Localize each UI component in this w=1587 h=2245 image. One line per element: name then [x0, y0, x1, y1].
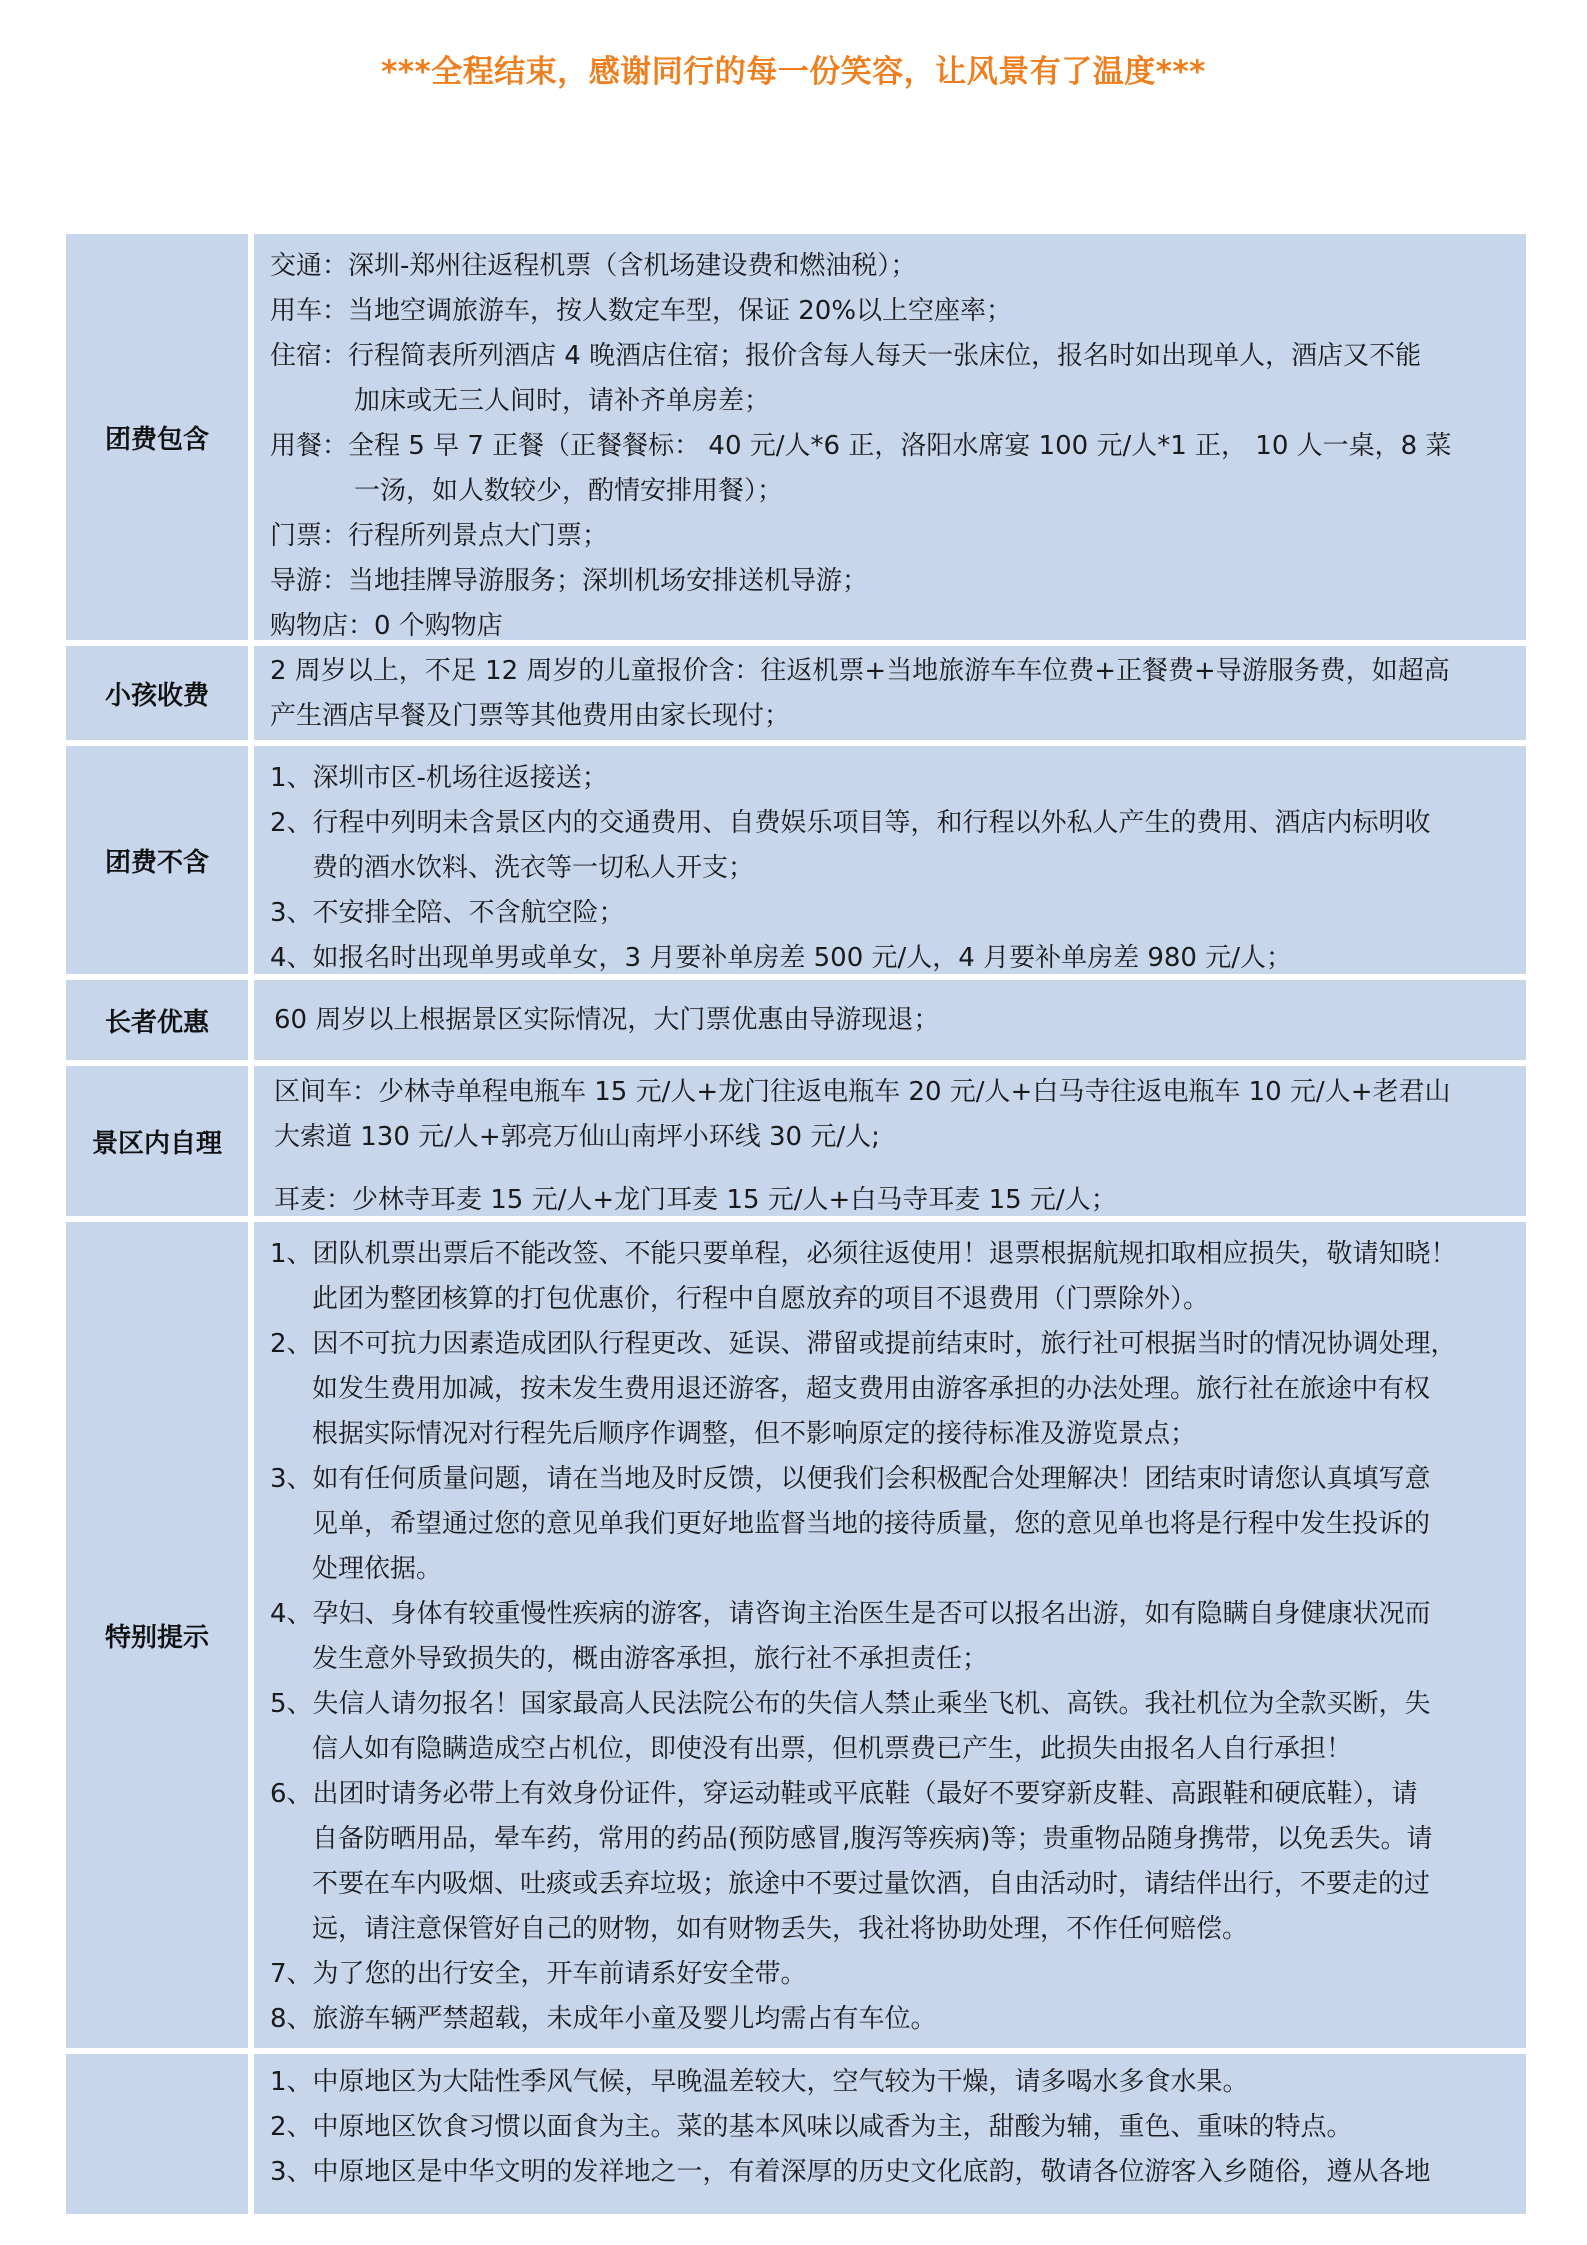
itinerary-terms-table — [66, 232, 1526, 2214]
section-content — [254, 234, 1526, 640]
content-line: 60 周岁以上根据景区实际情况，大门票优惠由导游现退； — [274, 1004, 940, 1035]
content-line: 区间车：少林寺单程电瓶车 15 元/人+龙门往返电瓶车 20 元/人+白马寺往返电瓶车 10 元/人+老君山 — [274, 1077, 1451, 1107]
list-item: 7、为了您的出行安全，开车前请系好安全带。 — [270, 1959, 807, 1989]
content-line: 产生酒店早餐及门票等其他费用由家长现付； — [270, 701, 791, 731]
list-item: 3、中原地区是中华文明的发祥地之一，有着深厚的历史文化底韵，敬请各位游客入乡随俗，遵从各地 — [270, 2157, 1431, 2187]
section-label: 团费包含 — [66, 234, 248, 640]
section-special-notes — [66, 1222, 1526, 2048]
list-item: 3、不安排全陪、不含航空险； — [270, 898, 625, 928]
list-item: 8、旅游车辆严禁超载，未成年小童及婴儿均需占有车位。 — [270, 2004, 937, 2034]
section-label: 团费不含 — [66, 746, 248, 974]
section-senior-discount — [66, 980, 1526, 1060]
section-label: 景区内自理 — [66, 1066, 248, 1216]
content-line: 耳麦：少林寺耳麦 15 元/人+龙门耳麦 15 元/人+白马寺耳麦 15 元/人； — [274, 1185, 1117, 1215]
list-item: 5、失信人请勿报名！国家最高人民法院公布的失信人禁止乘坐飞机、高铁。我社机位为全款买断，失 信人如有隐瞒造成空占机位，即使没有出票，但机票费已产生，此损失由报名人自行承担！ — [270, 1689, 1431, 1764]
list-item: 2、中原地区饮食习惯以面食为主。菜的基本风味以咸香为主，甜酸为辅，重色、重味的特点。 — [270, 2112, 1353, 2142]
section-fee-excludes — [66, 746, 1526, 974]
line-tickets: 门票：行程所列景点大门票； — [270, 521, 609, 551]
list-item: 6、出团时请务必带上有效身份证件，穿运动鞋或平底鞋（最好不要穿新皮鞋、高跟鞋和硬底鞋），请 自备防晒用品，晕车药，常用的药品(预防感冒,腹泻等疾病)等；贵重物品随身携带，以免丢失。请 不要在车内吸烟、吐痰或丢弃垃圾；旅途中不要过量饮酒，自由活动时，请结伴出行，不要走的过 远，请注意保管好自己的财物，如有财物丢失，我社将协助处理，不作任何赔偿。 — [270, 1779, 1433, 1944]
list-item: 1、中原地区为大陆性季风气候，早晚温差较大，空气较为干燥，请多喝水多食水果。 — [270, 2067, 1249, 2097]
section-label: 特别提示 — [66, 1222, 248, 2048]
section-child-fee — [66, 646, 1526, 740]
section-fee-includes — [66, 234, 1526, 640]
line-vehicle: 用车：当地空调旅游车，按人数定车型，保证 20%以上空座率； — [270, 296, 1013, 326]
line-meals: 用餐：全程 5 早 7 正餐（正餐餐标： 40 元/人*6 正，洛阳水席宴 100 元/人*1 正， 10 人一桌，8 菜 一汤，如人数较少，酌情安排用餐）； — [270, 431, 1452, 506]
list-item: 2、行程中列明未含景区内的交通费用、自费娱乐项目等，和行程以外私人产生的费用、酒店内标明收 费的酒水饮料、洗衣等一切私人开支； — [270, 808, 1431, 883]
list-item: 2、因不可抗力因素造成团队行程更改、延误、滞留或提前结束时，旅行社可根据当时的情况协调处理， 如发生费用加减，按未发生费用退还游客，超支费用由游客承担的办法处理。旅行社在旅途中有权 根据实际情况对行程先后顺序作调整，但不影响原定的接待标准及游览景点； — [270, 1329, 1457, 1449]
line-lodging: 住宿：行程简表所列酒店 4 晚酒店住宿；报价含每人每天一张床位，报名时如出现单人，酒店又不能 加床或无三人间时，请补齐单房差； — [270, 341, 1422, 416]
section-content — [254, 1066, 1526, 1216]
content-line: 大索道 130 元/人+郭亮万仙山南坪小环线 30 元/人; — [274, 1122, 880, 1152]
line-shopping: 购物店：0 个购物店 — [270, 611, 503, 640]
section-label — [66, 2054, 248, 2214]
section-travel-tips — [66, 2054, 1526, 2214]
list-item: 4、孕妇、身体有较重慢性疾病的游客，请咨询主治医生是否可以报名出游，如有隐瞒自身健康状况而 发生意外导致损失的，概由游客承担，旅行社不承担责任； — [270, 1599, 1431, 1674]
list-item: 4、如报名时出现单男或单女，3 月要补单房差 500 元/人，4 月要补单房差 980 元/人； — [270, 943, 1292, 973]
list-item: 3、如有任何质量问题，请在当地及时反馈，以便我们会积极配合处理解决！团结束时请您认真填写意 见单，希望通过您的意见单我们更好地监督当地的接待质量，您的意见单也将是行程中发生投诉的 处理依据。 — [270, 1464, 1431, 1584]
section-label: 小孩收费 — [66, 646, 248, 740]
content-line: 2 周岁以上，不足 12 周岁的儿童报价含：往返机票+当地旅游车车位费+正餐费+导游服务费，如超高 — [270, 656, 1450, 686]
spacer — [274, 1160, 1512, 1178]
section-content — [254, 2054, 1526, 2214]
closing-banner: ***全程结束，感谢同行的每一份笑容，让风景有了温度*** — [381, 54, 1206, 90]
section-content — [254, 646, 1526, 740]
list-item: 1、团队机票出票后不能改签、不能只要单程，必须往返使用！退票根据航规扣取相应损失，敬请知晓！ 此团为整团核算的打包优惠价，行程中自愿放弃的项目不退费用（门票除外）。 — [270, 1239, 1457, 1314]
section-content — [254, 746, 1526, 974]
section-content — [254, 1222, 1526, 2048]
line-guide: 导游：当地挂牌导游服务；深圳机场安排送机导游； — [270, 566, 869, 596]
section-self-paid-in-scenic — [66, 1066, 1526, 1216]
list-item: 1、深圳市区-机场往返接送； — [270, 763, 608, 793]
section-content — [254, 980, 1526, 1060]
section-label: 长者优惠 — [66, 980, 248, 1060]
line-transport: 交通：深圳-郑州往返程机票（含机场建设费和燃油税）； — [270, 251, 917, 281]
